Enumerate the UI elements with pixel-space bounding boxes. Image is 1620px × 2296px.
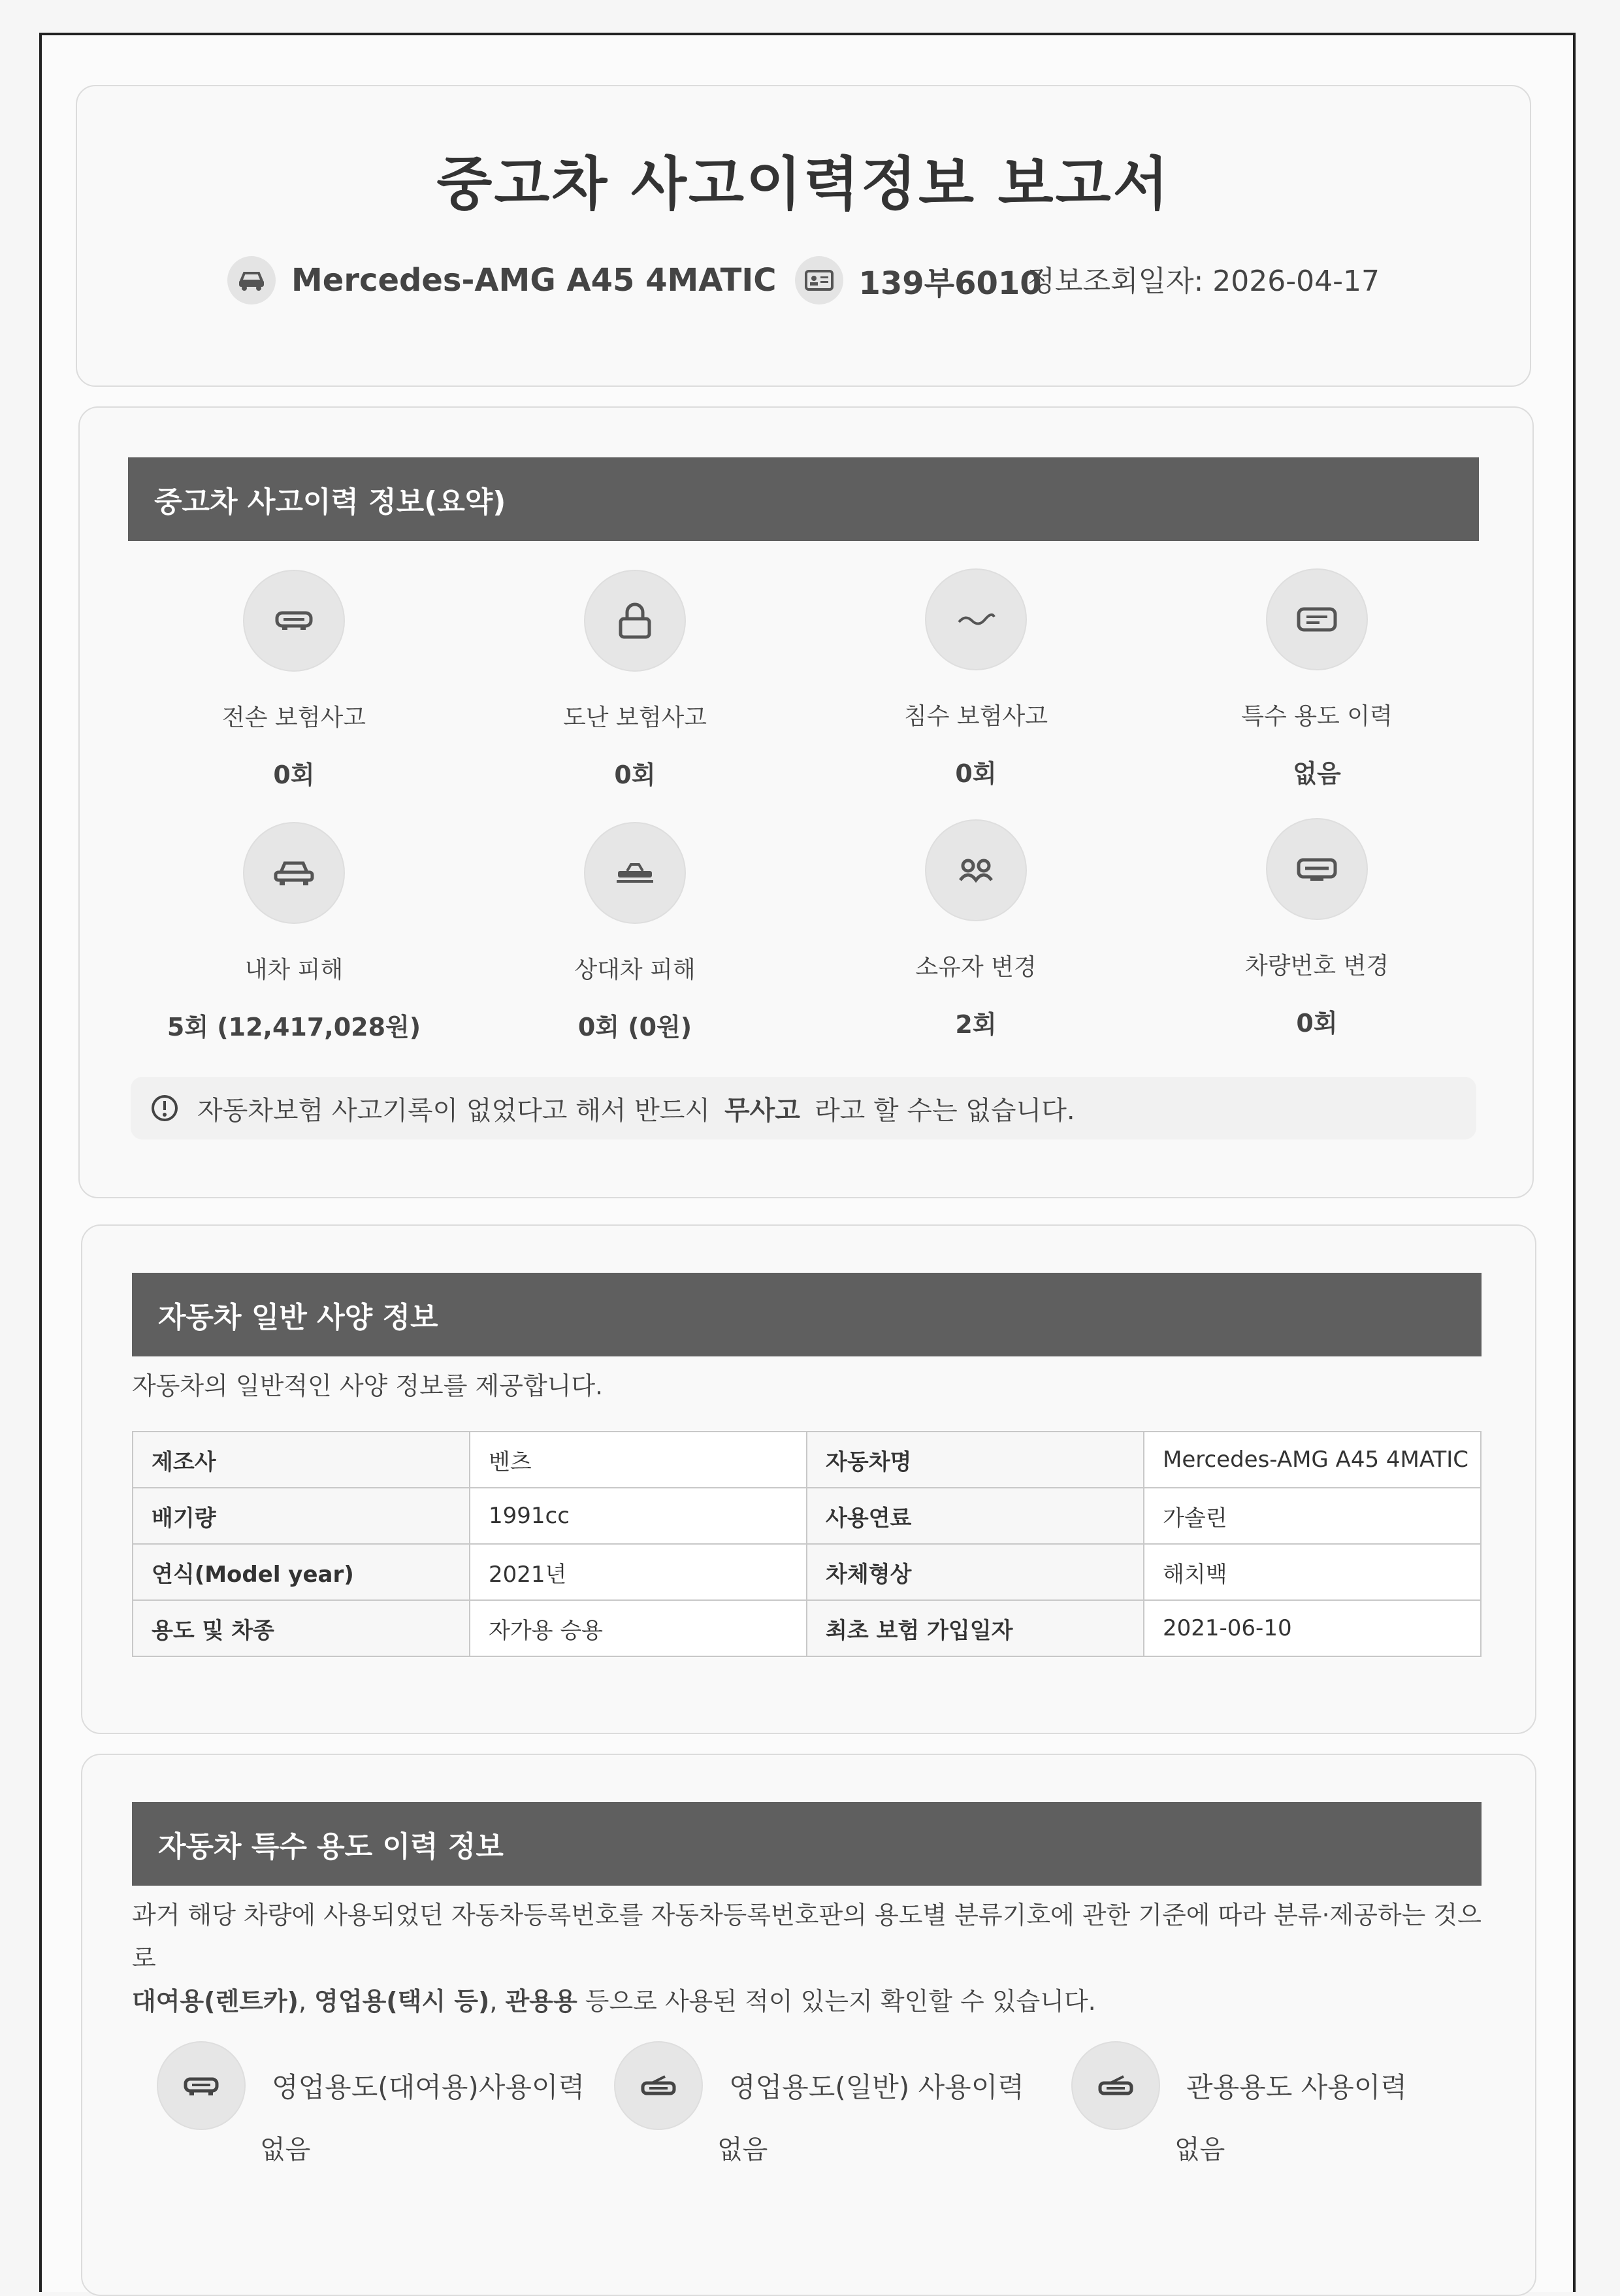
spec-key: 연식(Model year)	[133, 1544, 470, 1600]
table-row	[133, 1600, 1481, 1656]
table-row	[133, 1488, 1481, 1544]
taxi-icon	[614, 2041, 703, 2130]
summary-label: 특수 용도 이력	[1241, 703, 1393, 730]
summary-value: 0회	[1296, 1009, 1338, 1038]
id-card-icon	[795, 256, 843, 304]
desc-bold-rental: 대여용(렌트카)	[132, 1987, 299, 2016]
summary-item-other-damage	[498, 822, 772, 1043]
summary-value: 0회 (0원)	[577, 1013, 692, 1041]
usage-label: 관용용도 사용이력	[1186, 2071, 1407, 2103]
car-front-icon	[243, 822, 345, 924]
usage-value: 없음	[260, 2135, 311, 2165]
notice-suffix: 라고 할 수는 없습니다.	[814, 1095, 1075, 1126]
summary-item-total-loss	[157, 570, 431, 791]
summary-value: 0회	[273, 761, 315, 789]
summary-item-flood	[839, 568, 1113, 789]
plate-icon	[1266, 818, 1368, 920]
spec-value: 1991cc	[470, 1488, 807, 1544]
info-icon	[150, 1094, 179, 1123]
special-use-desc-line2	[132, 1980, 1491, 2023]
spec-value: 2021년	[470, 1544, 807, 1600]
usage-item-rental	[157, 2041, 585, 2130]
table-row	[133, 1432, 1481, 1488]
spec-description: 자동차의 일반적인 사양 정보를 제공합니다.	[132, 1371, 604, 1400]
summary-item-own-damage	[157, 822, 431, 1043]
special-use-desc-line1: 과거 해당 차량에 사용되었던 자동차등록번호를 자동차등록번호판의 용도별 분류기호에 관한 기준에 따라 분류·제공하는 것으로	[132, 1901, 1482, 1973]
car-icon	[227, 256, 276, 304]
spec-table	[132, 1431, 1482, 1657]
spec-value: Mercedes-AMG A45 4MATIC	[1144, 1432, 1481, 1488]
spec-key: 최초 보험 가입일자	[807, 1600, 1144, 1656]
special-use-section-title: 자동차 특수 용도 이력 정보	[132, 1802, 1482, 1886]
spec-value: 자가용 승용	[470, 1600, 807, 1656]
usage-value: 없음	[1174, 2135, 1225, 2165]
usage-item-government	[1071, 2041, 1407, 2130]
spec-key: 사용연료	[807, 1488, 1144, 1544]
car-crash-icon	[243, 570, 345, 672]
summary-label: 도난 보험사고	[562, 704, 707, 731]
no-accident-notice	[131, 1077, 1476, 1140]
query-date: 정보조회일자: 2026-04-17	[1027, 265, 1380, 298]
spec-value: 가솔린	[1144, 1488, 1481, 1544]
summary-item-owner-change	[839, 819, 1113, 1040]
desc-sep: ,	[489, 1987, 506, 2016]
lock-icon	[584, 570, 686, 672]
usage-label: 영업용도(일반) 사용이력	[729, 2071, 1024, 2103]
desc-bold-commercial: 영업용(택시 등)	[314, 1987, 490, 2016]
desc-rest: 등으로 사용된 적이 있는지 확인할 수 있습니다.	[577, 1987, 1096, 2016]
table-row	[133, 1544, 1481, 1600]
usage-label: 영업용도(대여용)사용이력	[272, 2071, 585, 2103]
summary-value: 5회 (12,417,028원)	[167, 1013, 421, 1041]
wave-icon	[925, 568, 1027, 670]
notice-bold: 무사고	[724, 1095, 800, 1126]
summary-value: 없음	[1293, 759, 1341, 788]
summary-item-theft	[498, 570, 772, 791]
summary-label: 전손 보험사고	[221, 704, 366, 731]
spec-section-title: 자동차 일반 사양 정보	[132, 1273, 1482, 1356]
vehicle-info	[227, 256, 1042, 304]
spec-value: 해치백	[1144, 1544, 1481, 1600]
summary-label: 차량번호 변경	[1244, 953, 1389, 979]
spec-key: 제조사	[133, 1432, 470, 1488]
spec-value: 벤츠	[470, 1432, 807, 1488]
government-car-icon	[1071, 2041, 1160, 2130]
summary-value: 0회	[955, 759, 997, 788]
summary-item-plate-change	[1180, 818, 1454, 1039]
desc-sep: ,	[298, 1987, 315, 2016]
desc-bold-government: 관용용	[505, 1987, 577, 2016]
spec-key: 용도 및 차종	[133, 1600, 470, 1656]
people-icon	[925, 819, 1027, 921]
rental-car-icon	[157, 2041, 246, 2130]
plate-number: 139부6010	[858, 265, 1042, 302]
header-card	[76, 85, 1531, 387]
spec-value: 2021-06-10	[1144, 1600, 1481, 1656]
card-icon	[1266, 568, 1368, 670]
page-title: 중고차 사고이력정보 보고서	[436, 150, 1171, 218]
spec-key: 자동차명	[807, 1432, 1144, 1488]
spec-key: 배기량	[133, 1488, 470, 1544]
summary-value: 0회	[614, 761, 656, 789]
summary-label: 침수 보험사고	[903, 703, 1048, 730]
usage-value: 없음	[717, 2135, 768, 2165]
summary-label: 상대차 피해	[574, 957, 696, 983]
summary-value: 2회	[955, 1010, 997, 1039]
vehicle-name: Mercedes-AMG A45 4MATIC	[291, 262, 777, 299]
summary-item-special-use	[1180, 568, 1454, 789]
summary-label: 내차 피해	[244, 957, 344, 983]
summary-label: 소유자 변경	[915, 954, 1037, 981]
usage-item-commercial	[614, 2041, 1024, 2130]
car-side-icon	[584, 822, 686, 924]
spec-key: 차체형상	[807, 1544, 1144, 1600]
notice-prefix: 자동차보험 사고기록이 없었다고 해서 반드시	[197, 1095, 711, 1126]
summary-section-title: 중고차 사고이력 정보(요약)	[128, 457, 1479, 541]
special-use-description	[132, 1894, 1491, 2023]
